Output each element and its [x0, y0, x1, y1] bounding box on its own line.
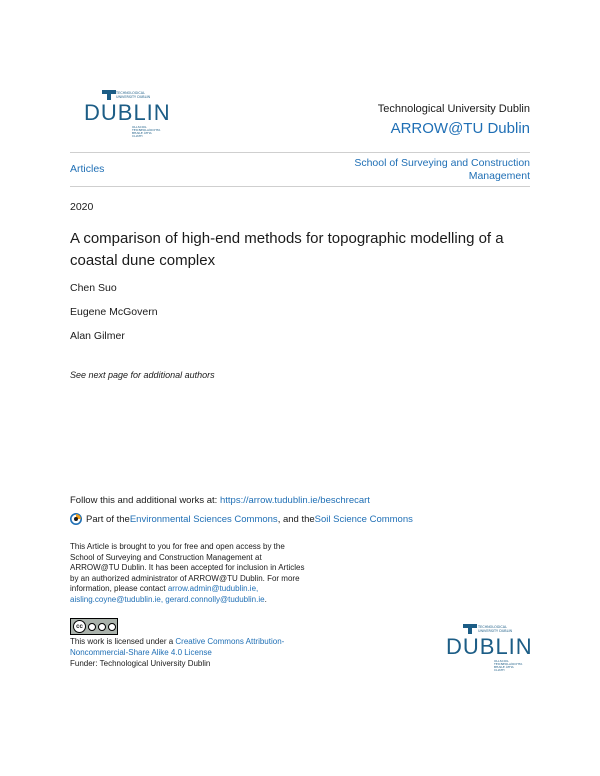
sa-icon [108, 623, 116, 631]
commons-network-icon [70, 513, 82, 525]
author: Alan Gilmer [70, 330, 125, 342]
tu-dublin-logo [84, 90, 171, 139]
nc-icon [98, 623, 106, 631]
logo-word: DUBLIN [84, 100, 171, 125]
paper-title: A comparison of high-end methods for topographic modelling of a coastal dune complex [70, 230, 504, 269]
publication-year: 2020 [70, 201, 94, 213]
author: Chen Suo [70, 282, 117, 294]
access-notice [70, 542, 310, 605]
license-prefix: This work is licensed under a [70, 637, 176, 646]
soil-science-commons-link[interactable]: Soil Science Commons [314, 513, 413, 525]
school-link[interactable]: School of Surveying and Construction Management [354, 157, 530, 182]
cc-icon: cc [73, 620, 86, 633]
license-statement [70, 637, 310, 658]
cc-license-badge[interactable] [70, 618, 118, 635]
divider [70, 186, 530, 187]
by-icon [88, 623, 96, 631]
author: Eugene McGovern [70, 306, 158, 318]
logo-word: DUBLIN [446, 634, 533, 659]
divider [70, 152, 530, 153]
repository-link[interactable]: ARROW@TU Dublin [390, 120, 530, 137]
logo-small-text-bottom: OLLSCOIL TEICNEOLAÍOCHTA BHAILE ÁTHA CLIATH [494, 659, 523, 673]
logo-small-text-top: TECHNOLOGICAL UNIVERSITY DUBLIN [478, 625, 513, 633]
part-of-line [70, 513, 413, 525]
creative-commons-license-link[interactable]: Creative Commons Attribution-Noncommercial-Share Alike 4.0 License [70, 637, 285, 657]
logo-t-stem [468, 624, 472, 634]
articles-link[interactable]: Articles [70, 163, 105, 175]
contact-emails-link[interactable]: arrow.admin@tudublin.ie, aisling.coyne@tudublin.ie, gerard.connolly@tudublin.ie [70, 584, 265, 604]
notice-end: . [264, 594, 267, 604]
logo-t-stem [107, 90, 111, 100]
follow-url-link[interactable]: https://arrow.tudublin.ie/beschrecart [219, 495, 370, 506]
follow-line [70, 495, 370, 506]
notice-text: This Article is brought to you for free and open access by the School of Surveying and Construction Management at ARROW@TU Dublin. It has been accepted for inclusion in Articles by an authorized administrator of ARROW@TU Dublin. For more information, please contact [70, 542, 305, 593]
institution-name: Technological University Dublin [377, 103, 530, 115]
follow-prefix: Follow this and additional works at: [70, 495, 220, 506]
see-next-page-note: See next page for additional authors [70, 370, 215, 380]
partof-prefix: Part of the [86, 513, 130, 525]
funder-statement: Funder: Technological University Dublin [70, 659, 211, 668]
logo-small-text-bottom: OLLSCOIL TEICNEOLAÍOCHTA BHAILE ÁTHA CLIATH [132, 125, 161, 139]
tu-dublin-logo [446, 624, 533, 673]
partof-mid: , and the [277, 513, 315, 525]
environmental-sciences-commons-link[interactable]: Environmental Sciences Commons [129, 513, 278, 525]
logo-small-text-top: TECHNOLOGICAL UNIVERSITY DUBLIN [116, 91, 151, 99]
